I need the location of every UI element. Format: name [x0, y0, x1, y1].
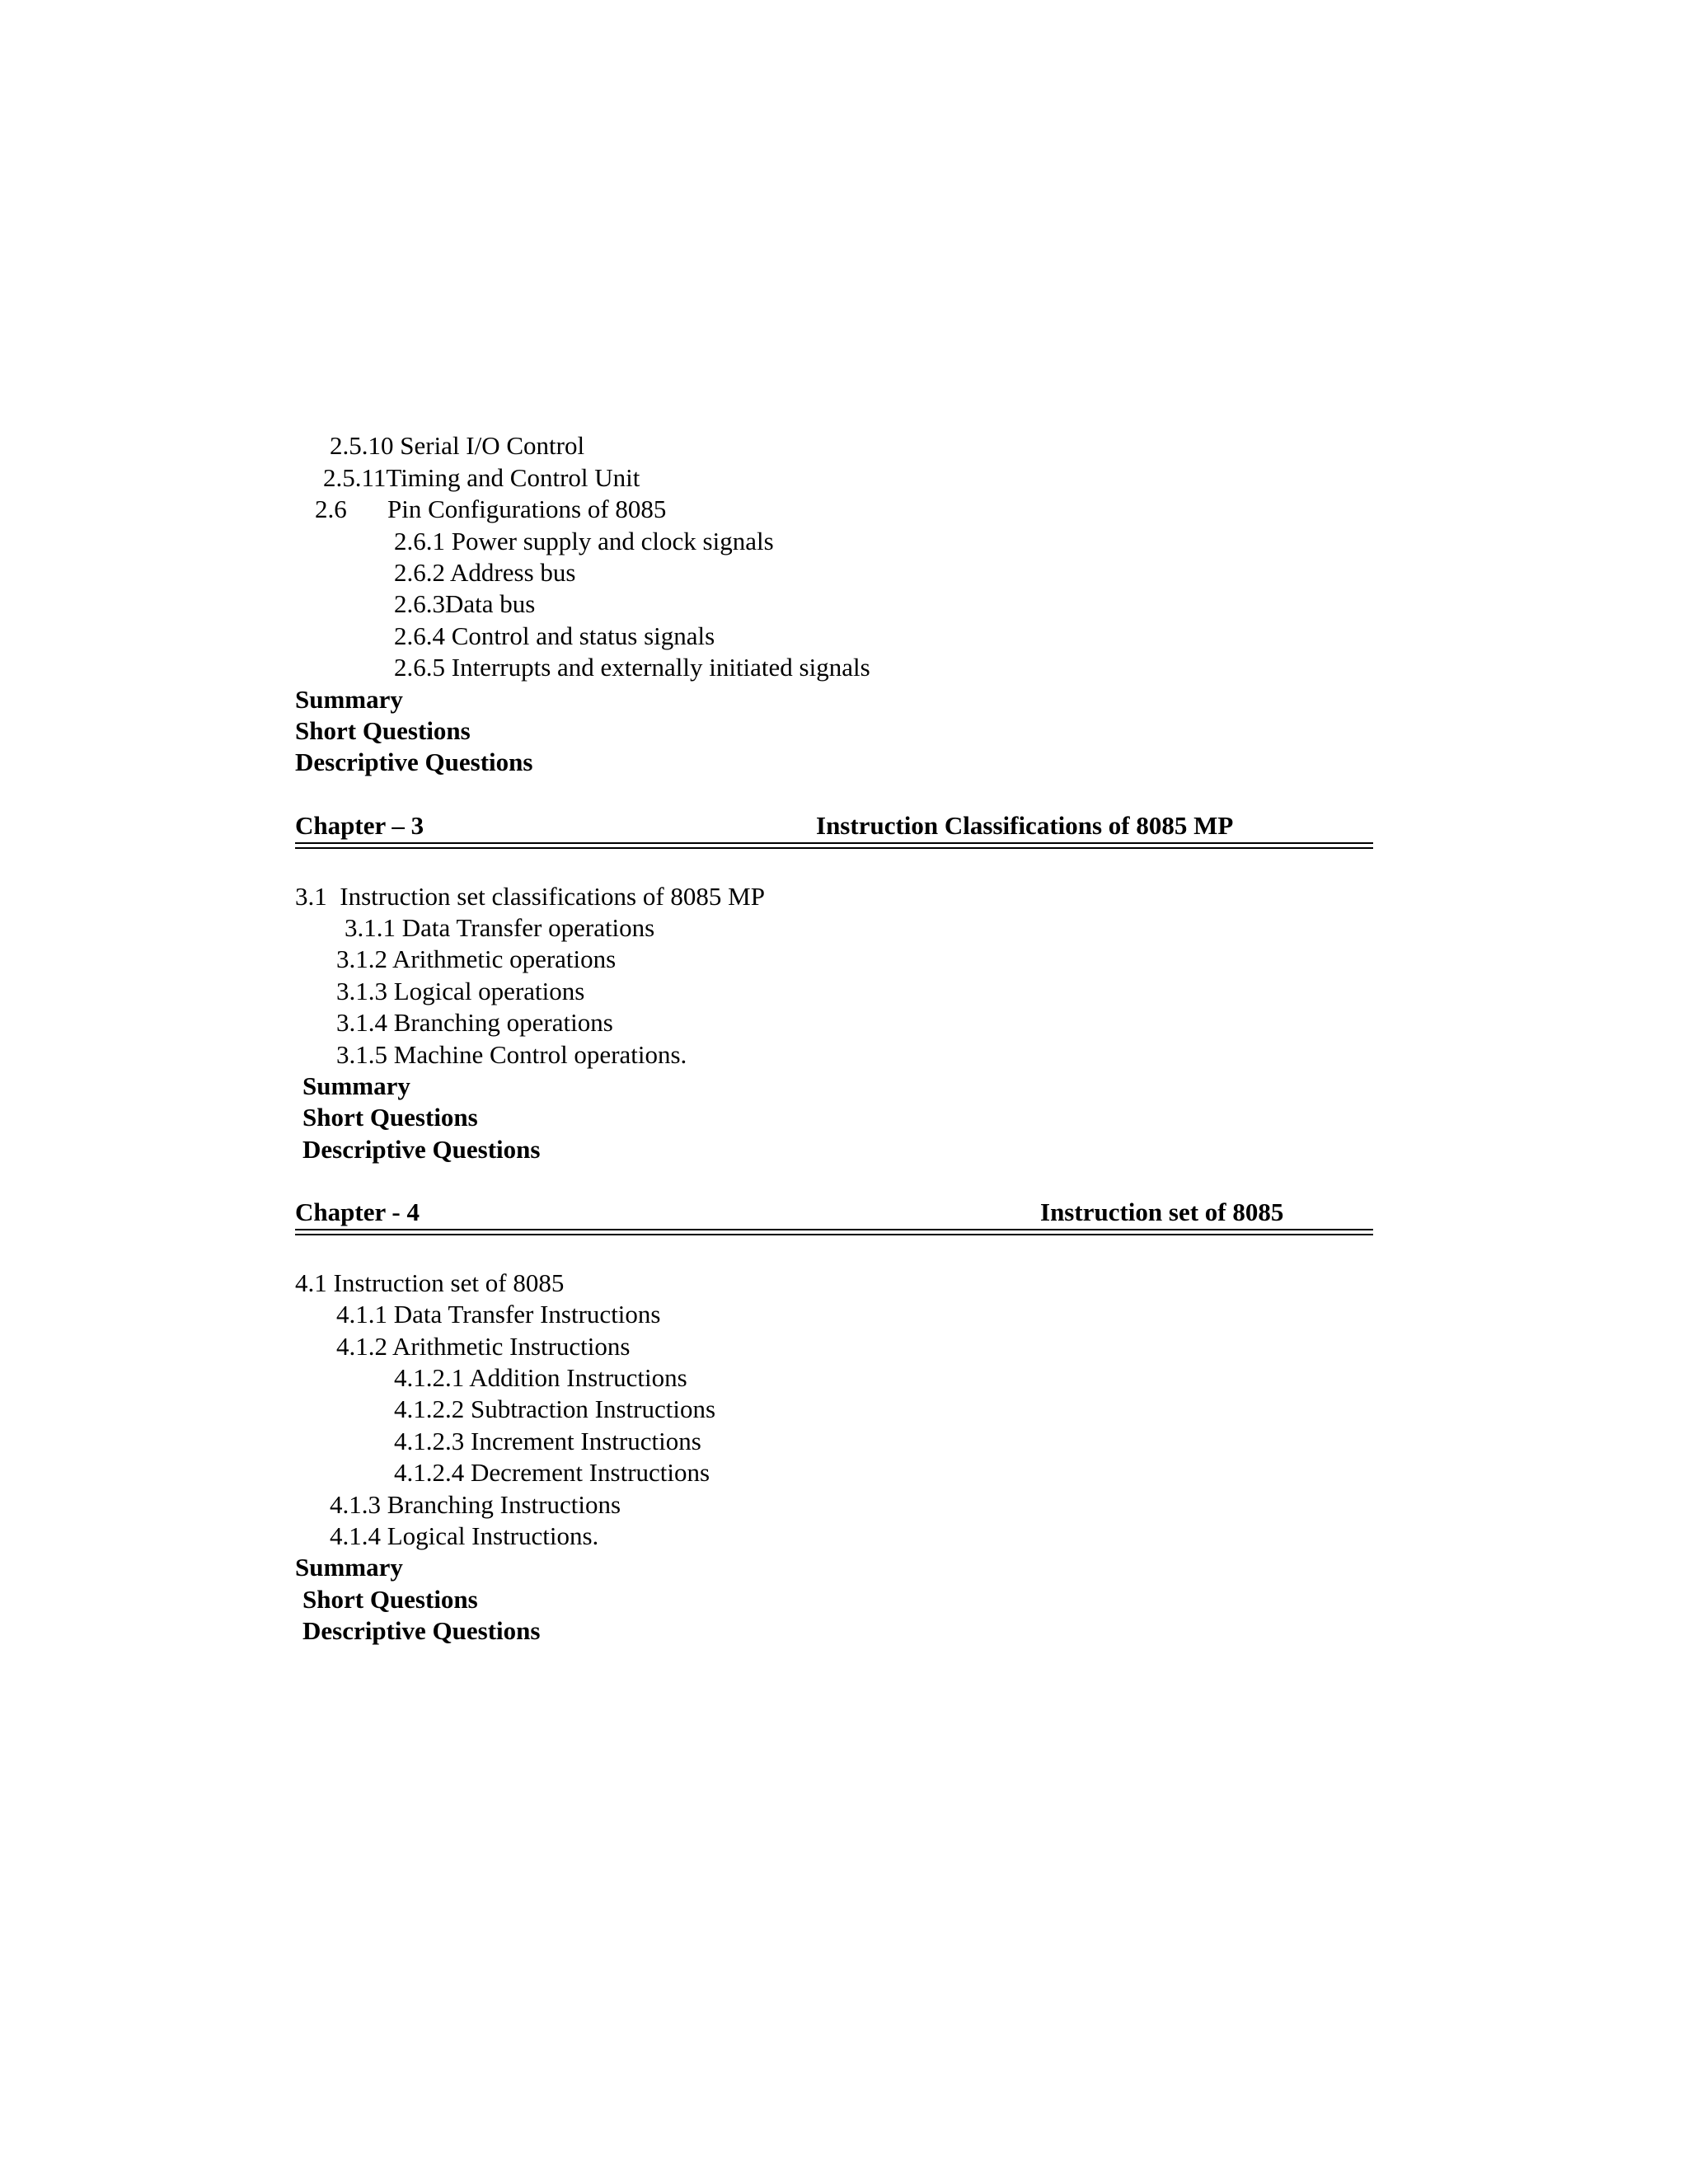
toc-entry-4-1-4: 4.1.4 Logical Instructions.: [330, 1521, 599, 1550]
toc-entry-2-6-number: 2.6: [315, 494, 347, 523]
toc-entry-2-6-3: 2.6.3Data bus: [394, 589, 536, 618]
toc-short-questions-ch4: Short Questions: [302, 1585, 478, 1614]
toc-entry-4-1-2: 4.1.2 Arithmetic Instructions: [336, 1332, 631, 1361]
chapter-4-title: Instruction set of 8085: [1040, 1197, 1284, 1226]
toc-entry-4-1: 4.1 Instruction set of 8085: [295, 1268, 565, 1297]
toc-descriptive-questions-ch2: Descriptive Questions: [295, 748, 533, 776]
toc-short-questions-ch2: Short Questions: [295, 716, 471, 745]
chapter-4-label: Chapter - 4: [295, 1197, 420, 1226]
toc-entry-4-1-1: 4.1.1 Data Transfer Instructions: [336, 1300, 661, 1329]
chapter-3-divider: [295, 842, 1373, 849]
toc-descriptive-questions-ch4: Descriptive Questions: [302, 1616, 541, 1645]
toc-entry-3-1-2: 3.1.2 Arithmetic operations: [336, 944, 617, 973]
chapter-3-label: Chapter – 3: [295, 811, 424, 840]
toc-entry-2-6-title: Pin Configurations of 8085: [387, 494, 667, 523]
toc-entry-2-6-1: 2.6.1 Power supply and clock signals: [394, 527, 774, 555]
toc-entry-3-1-1: 3.1.1 Data Transfer operations: [345, 913, 655, 942]
toc-summary-ch3: Summary: [302, 1071, 410, 1100]
toc-short-questions-ch3: Short Questions: [302, 1103, 478, 1132]
toc-entry-4-1-2-2: 4.1.2.2 Subtraction Instructions: [394, 1394, 716, 1423]
toc-summary-ch2: Summary: [295, 685, 403, 714]
toc-entry-3-1-4: 3.1.4 Branching operations: [336, 1008, 613, 1037]
toc-entry-2-5-10: 2.5.10 Serial I/O Control: [330, 431, 585, 460]
toc-summary-ch4: Summary: [295, 1553, 403, 1582]
toc-entry-3-1: 3.1 Instruction set classifications of 8085 MP: [295, 882, 765, 911]
toc-entry-4-1-2-4: 4.1.2.4 Decrement Instructions: [394, 1458, 710, 1487]
chapter-4-divider: [295, 1229, 1373, 1235]
toc-entry-3-1-5: 3.1.5 Machine Control operations.: [336, 1040, 687, 1069]
toc-entry-3-1-3: 3.1.3 Logical operations: [336, 977, 585, 1005]
toc-entry-2-6-4: 2.6.4 Control and status signals: [394, 621, 715, 650]
toc-descriptive-questions-ch3: Descriptive Questions: [302, 1135, 541, 1164]
toc-entry-2-6-5: 2.6.5 Interrupts and externally initiated signals: [394, 653, 870, 682]
toc-entry-4-1-2-3: 4.1.2.3 Increment Instructions: [394, 1427, 701, 1455]
toc-entry-4-1-2-1: 4.1.2.1 Addition Instructions: [394, 1363, 687, 1392]
toc-entry-2-5-11: 2.5.11Timing and Control Unit: [323, 463, 640, 492]
toc-entry-4-1-3: 4.1.3 Branching Instructions: [330, 1490, 621, 1519]
toc-entry-2-6-2: 2.6.2 Address bus: [394, 558, 576, 587]
chapter-3-title: Instruction Classifications of 8085 MP: [816, 811, 1234, 840]
